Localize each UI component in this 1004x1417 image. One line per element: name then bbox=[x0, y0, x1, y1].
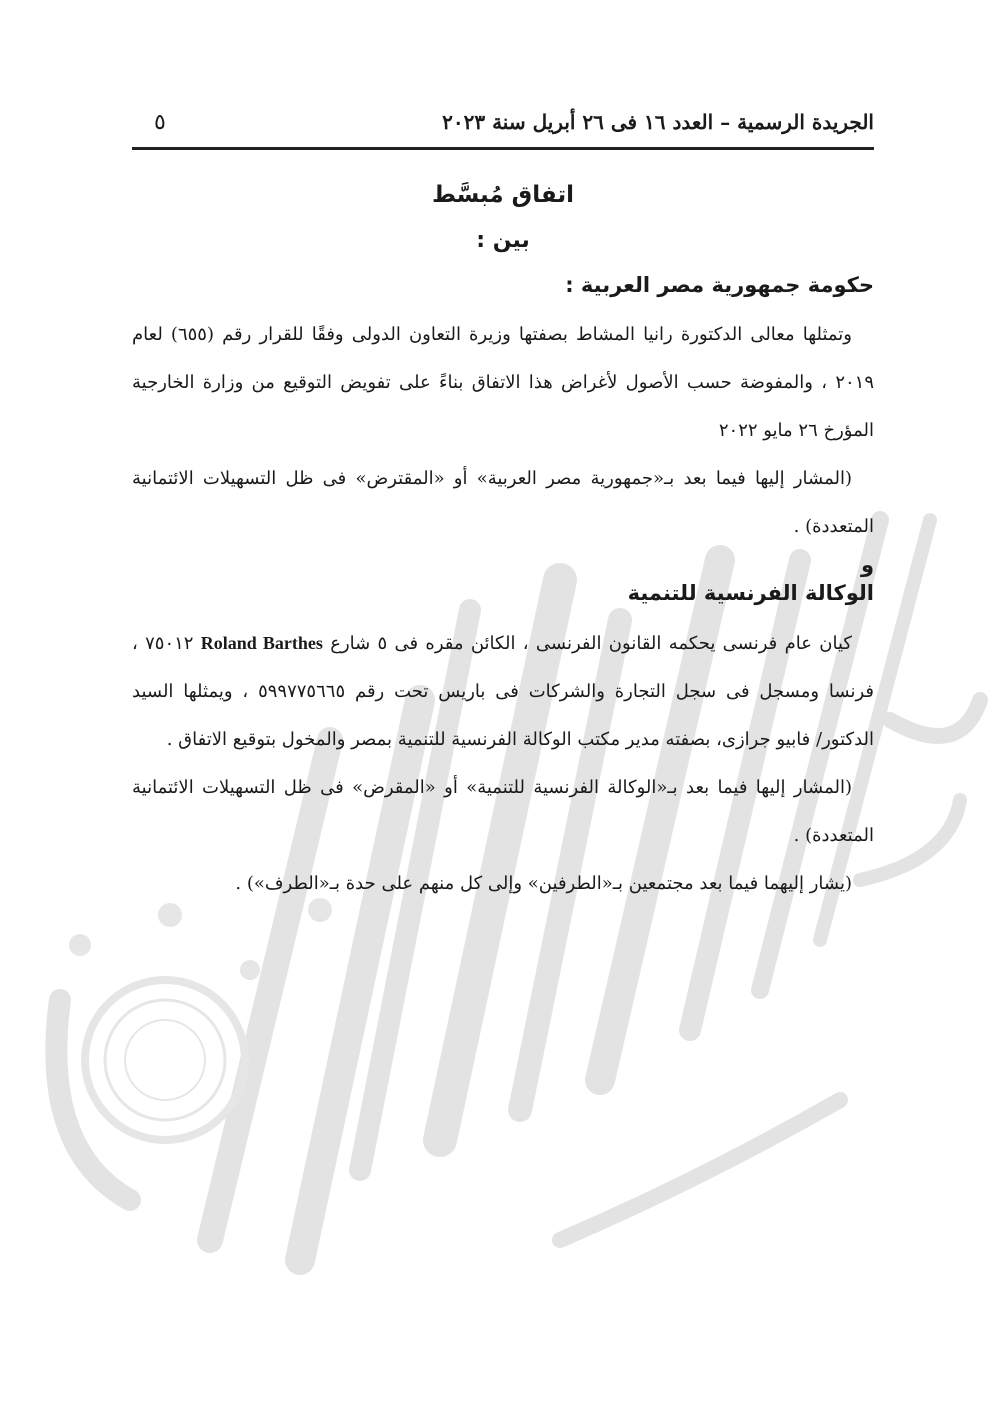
page-header bbox=[132, 110, 874, 150]
between-heading: بين : bbox=[476, 228, 530, 253]
party2-description bbox=[132, 619, 874, 764]
agreement-title: اتفاق مُبسَّط bbox=[432, 182, 574, 208]
parties-clause: (يشار إليهما فيما بعد مجتمعين بـ«الطرفين» وإلى كل منهم على حدة بـ«الطرف») . bbox=[235, 873, 852, 894]
party1-heading: حكومة جمهورية مصر العربية : bbox=[565, 273, 874, 297]
street-name: Roland Barthes bbox=[200, 633, 323, 653]
party2-heading: الوكالة الفرنسية للتنمية bbox=[627, 581, 874, 605]
document-page bbox=[132, 110, 874, 908]
party2-description-part1: كيان عام فرنسى يحكمه القانون الفرنسى ، الكائن مقره فى ٥ شارع bbox=[330, 633, 852, 654]
party2-designation: (المشار إليها فيما بعد بـ«الوكالة الفرنسية للتنمية» أو «المقرض» فى ظل التسهيلات الائتمانية المتعددة) . bbox=[132, 777, 874, 846]
party2-description-part2: ٧٥٠١٢ ، فرنسا ومسجل فى سجل التجارة والشركات فى باريس تحت رقم ٥٩٩٧٧٥٦٦٥ ، ويمثلها السيد الدكتور/ فابيو جرازى، بصفته مدير مكتب الوكالة الفرنسية للتنمية بمصر والمخول بتوقيع الاتفاق . bbox=[132, 633, 874, 750]
party1-designation: (المشار إليها فيما بعد بـ«جمهورية مصر العربية» أو «المقترض» فى ظل التسهيلات الائتمانية المتعددة) . bbox=[132, 468, 874, 537]
conjunction: و bbox=[860, 553, 874, 577]
running-title: الجريدة الرسمية – العدد ١٦ فى ٢٦ أبريل سنة ٢٠٢٣ bbox=[442, 110, 874, 134]
party1-description: وتمثلها معالى الدكتورة رانيا المشاط بصفتها وزيرة التعاون الدولى وفقًا للقرار رقم (٦٥٥) لعام ٢٠١٩ ، والمفوضة حسب الأصول لأغراض هذا الاتفاق بناءً على تفويض التوقيع من وزارة الخارجية المؤرخ ٢٦ مايو ٢٠٢٢ bbox=[132, 324, 874, 441]
page-number: ٥ bbox=[154, 110, 166, 135]
